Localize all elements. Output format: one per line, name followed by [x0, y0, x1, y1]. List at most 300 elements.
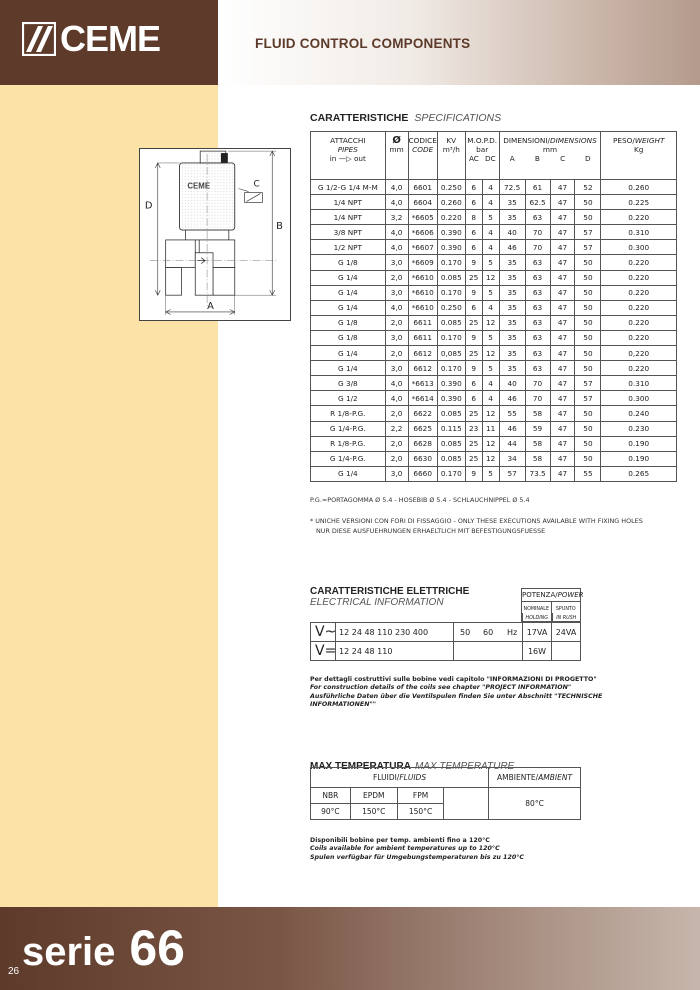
table-cell: 35 [499, 300, 525, 315]
logo-text: CEME [60, 18, 161, 59]
table-cell: 50 [575, 361, 601, 376]
table-cell: 3,0 [385, 255, 408, 270]
table-cell: 0.390 [437, 391, 465, 406]
logo-mark-icon [22, 22, 56, 56]
ac-frequency: 50 60 Hz [453, 623, 527, 642]
table-cell: 35 [499, 195, 525, 210]
table-cell: *6610 [408, 300, 437, 315]
electrical-table [310, 622, 581, 661]
table-cell: 1/2 NPT [311, 240, 386, 255]
table-cell: 47 [550, 361, 575, 376]
table-cell: 4 [482, 195, 499, 210]
table-row [311, 225, 677, 240]
table-cell: 40 [499, 376, 525, 391]
table-cell: 9 [465, 255, 482, 270]
table-cell: 70 [525, 240, 550, 255]
table-cell: 6660 [408, 466, 437, 481]
table-cell: 0.190 [601, 436, 677, 451]
portagomma-note: P.G.=PORTAGOMMA Ø 5.4 - HOSEBIB Ø 5.4 - SCHLAUCHNIPPEL Ø 5.4 [310, 496, 530, 504]
table-cell: G 3/8 [311, 376, 386, 391]
material-fpm: FPM [397, 788, 444, 804]
table-cell: 6601 [408, 180, 437, 195]
table-cell: 5 [482, 330, 499, 345]
table-cell: 6612 [408, 346, 437, 361]
ac-inrush-power: 24VA [551, 623, 580, 642]
table-cell: 0.220 [601, 270, 677, 285]
table-cell: G 1/4 [311, 346, 386, 361]
table-cell: 6611 [408, 315, 437, 330]
page-header-title: FLUID CONTROL COMPONENTS [255, 36, 471, 51]
table-cell: 47 [550, 406, 575, 421]
table-cell: 50 [575, 285, 601, 300]
table-cell: 0.170 [437, 466, 465, 481]
table-row [311, 270, 677, 285]
table-cell: 50 [575, 436, 601, 451]
table-row [311, 391, 677, 406]
table-cell: 0.170 [437, 330, 465, 345]
table-cell: 47 [550, 255, 575, 270]
header-dimensions: DIMENSIONI/DIMENSIONS mm A B C D [499, 132, 601, 180]
table-cell: 47 [550, 466, 575, 481]
table-cell: 63 [525, 270, 550, 285]
table-row [311, 210, 677, 225]
table-cell: 0.250 [437, 180, 465, 195]
table-cell: G 1/8 [311, 330, 386, 345]
table-cell: 63 [525, 300, 550, 315]
table-cell: 11 [482, 421, 499, 436]
table-cell: G 1/8 [311, 315, 386, 330]
ac-voltages: 12 24 48 110 230 400 [339, 628, 429, 637]
table-cell: *6605 [408, 210, 437, 225]
table-cell: 44 [499, 436, 525, 451]
table-cell: 9 [465, 466, 482, 481]
table-cell: G 1/2 [311, 391, 386, 406]
ceme-logo [22, 18, 161, 59]
table-cell: 5 [482, 255, 499, 270]
table-cell: 0,220 [601, 346, 677, 361]
table-cell: 5 [482, 285, 499, 300]
table-cell: 35 [499, 315, 525, 330]
table-cell: 47 [550, 330, 575, 345]
table-cell: R 1/8-P.G. [311, 436, 386, 451]
table-cell: 47 [550, 285, 575, 300]
table-cell: 70 [525, 376, 550, 391]
svg-text:C: C [253, 179, 260, 190]
header-pipes: ATTACCHI PIPES in —▷ out [311, 132, 386, 180]
header-mopd: M.O.P.D. bar AC DC [465, 132, 499, 180]
table-cell: 1/4 NPT [311, 195, 386, 210]
table-cell: 50 [575, 210, 601, 225]
table-cell: 25 [465, 436, 482, 451]
table-cell: G 1/4 [311, 270, 386, 285]
table-cell: 2,0 [385, 270, 408, 285]
table-cell: 58 [525, 406, 550, 421]
table-cell: 6630 [408, 451, 437, 466]
temp-epdm: 150°C [350, 804, 397, 820]
table-cell: 25 [465, 346, 482, 361]
table-cell: 35 [499, 285, 525, 300]
table-cell: 61 [525, 180, 550, 195]
page-number: 26 [8, 966, 20, 977]
table-cell: 6625 [408, 421, 437, 436]
table-cell: 6622 [408, 406, 437, 421]
table-cell: 47 [550, 225, 575, 240]
table-row [311, 451, 677, 466]
table-cell: 3,0 [385, 330, 408, 345]
table-cell: 0.260 [437, 195, 465, 210]
table-cell: 2,0 [385, 315, 408, 330]
table-cell: *6610 [408, 270, 437, 285]
table-cell: G 1/4 [311, 466, 386, 481]
table-cell: 46 [499, 421, 525, 436]
table-cell: 62.5 [525, 195, 550, 210]
table-row [311, 315, 677, 330]
table-cell: 0.085 [437, 436, 465, 451]
table-cell: 0.220 [601, 255, 677, 270]
table-cell: 52 [575, 180, 601, 195]
table-cell: G 1/8 [311, 255, 386, 270]
table-cell: 0.085 [437, 451, 465, 466]
table-cell: 0.220 [601, 300, 677, 315]
table-cell: 9 [465, 285, 482, 300]
table-row [311, 195, 677, 210]
dc-frequency-empty [453, 642, 522, 661]
dc-voltages: 12 24 48 110 [339, 647, 393, 656]
table-cell: 8 [465, 210, 482, 225]
table-cell: 40 [499, 225, 525, 240]
table-cell: 47 [550, 210, 575, 225]
svg-text:A: A [207, 301, 214, 313]
table-cell: 2,0 [385, 451, 408, 466]
table-cell: 0.300 [601, 391, 677, 406]
table-cell: 12 [482, 451, 499, 466]
table-cell: 4 [482, 391, 499, 406]
table-cell: 73.5 [525, 466, 550, 481]
table-cell: 0.220 [601, 315, 677, 330]
table-cell: 9 [465, 330, 482, 345]
table-cell: 5 [482, 210, 499, 225]
table-row [311, 300, 677, 315]
table-cell: 4 [482, 180, 499, 195]
table-cell: 35 [499, 255, 525, 270]
table-cell: 6604 [408, 195, 437, 210]
table-cell: 0.300 [601, 240, 677, 255]
material-nbr: NBR [311, 788, 351, 804]
table-cell: 4,0 [385, 225, 408, 240]
table-cell: 12 [482, 270, 499, 285]
table-row [311, 466, 677, 481]
ambient-coils-note: Disponibili bobine per temp. ambienti fino a 120°C Coils available for ambient temperatures up to 120°C Spulen verfügbar für Umgebungstemperaturen bis zu 120°C [310, 837, 524, 861]
table-cell: 4 [482, 225, 499, 240]
table-cell: 0.220 [601, 285, 677, 300]
table-cell: 6 [465, 180, 482, 195]
specifications-title-en: SPECIFICATIONS [414, 112, 502, 124]
table-cell: 70 [525, 225, 550, 240]
table-cell: 0.170 [437, 361, 465, 376]
table-cell: G 1/4-P.G. [311, 421, 386, 436]
table-cell: 47 [550, 436, 575, 451]
table-cell: 72.5 [499, 180, 525, 195]
table-cell: 25 [465, 315, 482, 330]
temp-nbr: 90°C [311, 804, 351, 820]
svg-text:CEME: CEME [187, 181, 211, 191]
table-cell: 50 [575, 346, 601, 361]
ambient-header: AMBIENTE/AMBIENT [489, 768, 581, 788]
ac-symbol: V~ [315, 624, 337, 640]
table-cell: 57 [575, 376, 601, 391]
table-row [311, 406, 677, 421]
table-cell: 2,0 [385, 406, 408, 421]
table-cell: 35 [499, 330, 525, 345]
table-cell: G 1/4 [311, 300, 386, 315]
table-cell: 57 [499, 466, 525, 481]
table-cell: 63 [525, 255, 550, 270]
table-cell: 50 [575, 195, 601, 210]
table-cell: 0.225 [601, 195, 677, 210]
table-cell: 0.220 [601, 361, 677, 376]
table-cell: 0.220 [437, 210, 465, 225]
table-cell: 0.260 [601, 180, 677, 195]
ambient-value: 80°C [489, 788, 581, 820]
table-cell: R 1/8-P.G. [311, 406, 386, 421]
table-cell: 6611 [408, 330, 437, 345]
temperature-title-it: MAX TEMPERATURA [310, 761, 411, 772]
table-cell: 50 [575, 406, 601, 421]
table-cell: G 1/4-P.G. [311, 451, 386, 466]
inrush-label: SPUNTO IN RUSH [551, 602, 581, 621]
table-cell: 12 [482, 346, 499, 361]
table-cell: 6 [465, 391, 482, 406]
ac-voltage-row [311, 623, 580, 642]
table-cell: 1/4 NPT [311, 210, 386, 225]
table-cell: 0.250 [437, 300, 465, 315]
table-cell: 0.170 [437, 285, 465, 300]
table-cell: 6 [465, 195, 482, 210]
table-cell: 58 [525, 436, 550, 451]
fluids-header: FLUIDI/FLUIDS [311, 768, 489, 788]
dc-holding-power: 16W [522, 642, 551, 661]
table-header-row [311, 132, 677, 180]
table-cell: 70 [525, 391, 550, 406]
table-cell: 0.390 [437, 376, 465, 391]
table-cell: 63 [525, 361, 550, 376]
table-cell: 2,0 [385, 436, 408, 451]
table-cell: 63 [525, 346, 550, 361]
table-cell: 4,0 [385, 195, 408, 210]
table-cell: 6628 [408, 436, 437, 451]
table-cell: 4,0 [385, 240, 408, 255]
table-row [311, 285, 677, 300]
dc-inrush-empty [551, 642, 580, 661]
table-cell: 63 [525, 210, 550, 225]
table-cell: 4,0 [385, 300, 408, 315]
table-cell: 47 [550, 270, 575, 285]
table-cell: 12 [482, 406, 499, 421]
svg-text:B: B [276, 221, 283, 233]
table-cell: G 1/2-G 1/4 M-M [311, 180, 386, 195]
table-row [311, 180, 677, 195]
header-weight: PESO/WEIGHT Kg [601, 132, 677, 180]
table-cell: 4,0 [385, 376, 408, 391]
material-epdm: EPDM [350, 788, 397, 804]
table-cell: 47 [550, 421, 575, 436]
table-cell: 25 [465, 406, 482, 421]
table-cell: 12 [482, 315, 499, 330]
table-row [311, 330, 677, 345]
table-cell: 4,0 [385, 391, 408, 406]
table-cell: 0.170 [437, 255, 465, 270]
table-cell: 0.190 [601, 451, 677, 466]
table-cell: 35 [499, 361, 525, 376]
table-cell: 50 [575, 300, 601, 315]
table-cell: 47 [550, 346, 575, 361]
table-cell: 0,085 [437, 346, 465, 361]
svg-text:D: D [144, 200, 153, 212]
table-cell: 6 [465, 225, 482, 240]
fixing-holes-note: * UNICHE VERSIONI CON FORI DI FISSAGGIO - ONLY THESE EXECUTIONS AVAILABLE WITH FIXING HOLES NUR DIESE AUSFUEHRUNGEN ERHAELTLICH MIT BEFESTIGUNGSFUESSE [310, 517, 643, 535]
table-cell: 0.220 [601, 210, 677, 225]
table-cell: 6 [465, 240, 482, 255]
table-cell: 3,2 [385, 210, 408, 225]
table-cell: G 1/4 [311, 361, 386, 376]
table-row [311, 436, 677, 451]
table-cell: 6 [465, 300, 482, 315]
table-cell: 6612 [408, 361, 437, 376]
table-cell: 0.115 [437, 421, 465, 436]
table-cell: 35 [499, 346, 525, 361]
table-cell: 47 [550, 240, 575, 255]
table-cell: 63 [525, 285, 550, 300]
table-cell: 47 [550, 376, 575, 391]
table-cell: 55 [499, 406, 525, 421]
table-cell: 23 [465, 421, 482, 436]
table-cell: 4 [482, 240, 499, 255]
table-cell: 3,0 [385, 285, 408, 300]
table-cell: 0.265 [601, 466, 677, 481]
table-cell: 25 [465, 270, 482, 285]
table-cell: 34 [499, 451, 525, 466]
header-diameter: Ø mm [385, 132, 408, 180]
table-cell: *6606 [408, 225, 437, 240]
specifications-table [310, 131, 677, 482]
table-cell: 0.085 [437, 270, 465, 285]
table-row [311, 240, 677, 255]
coil-details-note: Per dettagli costruttivi sulle bobine vedi capitolo "INFORMAZIONI DI PROGETTO" For construction details of the coils see chapter "PROJECT INFORMATION" Ausführliche Daten über die Ventilspulen finden Sie unter Abschnitt "TECHNISCHE INFORMATIONEN"" [310, 676, 603, 709]
table-cell: 50 [575, 330, 601, 345]
table-cell: 3,0 [385, 466, 408, 481]
table-cell: 57 [575, 391, 601, 406]
table-row [311, 421, 677, 436]
temp-fpm: 150°C [397, 804, 444, 820]
table-cell: 47 [550, 315, 575, 330]
specifications-title [310, 112, 501, 124]
ac-holding-power: 17VA [522, 623, 551, 642]
header-code: CODICE CODE [408, 132, 437, 180]
table-cell: 47 [550, 451, 575, 466]
table-cell: 46 [499, 240, 525, 255]
table-cell: 35 [499, 210, 525, 225]
table-cell: 5 [482, 361, 499, 376]
dc-symbol: V= [315, 643, 337, 659]
table-row [311, 346, 677, 361]
temperature-title-en: MAX TEMPERATURE [414, 761, 515, 772]
table-cell: 55 [575, 466, 601, 481]
table-cell: 3/8 NPT [311, 225, 386, 240]
table-cell: 58 [525, 451, 550, 466]
table-cell: 63 [525, 330, 550, 345]
table-cell: 50 [575, 315, 601, 330]
table-cell: 47 [550, 180, 575, 195]
table-cell: 50 [575, 451, 601, 466]
table-cell: 35 [499, 270, 525, 285]
temperature-table [310, 767, 581, 820]
table-cell: *6614 [408, 391, 437, 406]
series-title: serie 66 [22, 920, 185, 976]
header-kv: KV m³/h [437, 132, 465, 180]
table-cell: 0.240 [601, 406, 677, 421]
table-row [311, 255, 677, 270]
table-cell: 5 [482, 466, 499, 481]
table-cell: 0.390 [437, 240, 465, 255]
table-cell: 46 [499, 391, 525, 406]
table-cell: 4,0 [385, 180, 408, 195]
table-cell: 0.085 [437, 315, 465, 330]
specifications-title-it: CARATTERISTICHE [310, 112, 409, 124]
table-cell: 0.310 [601, 376, 677, 391]
table-cell: 63 [525, 315, 550, 330]
dc-voltage-row [311, 642, 580, 661]
table-cell: 50 [575, 421, 601, 436]
holding-label: NOMINALE HOLDING [523, 607, 549, 621]
table-cell: 2,2 [385, 421, 408, 436]
material-empty [444, 788, 489, 820]
table-cell: 4 [482, 376, 499, 391]
table-cell: 9 [465, 361, 482, 376]
table-cell: 0.220 [601, 330, 677, 345]
valve-dimension-drawing [139, 148, 291, 321]
table-cell: 25 [465, 451, 482, 466]
table-row [311, 376, 677, 391]
table-cell: 0.310 [601, 225, 677, 240]
table-cell: 12 [482, 436, 499, 451]
table-cell: 6 [465, 376, 482, 391]
electrical-title-en: ELECTRICAL INFORMATION [310, 597, 444, 608]
table-cell: 57 [575, 225, 601, 240]
electrical-title [310, 586, 469, 608]
table-cell: *6607 [408, 240, 437, 255]
table-cell: 57 [575, 240, 601, 255]
electrical-title-it: CARATTERISTICHE ELETTRICHE [310, 586, 470, 597]
table-cell: 0.085 [437, 406, 465, 421]
table-cell: 2,0 [385, 346, 408, 361]
table-cell: 0.230 [601, 421, 677, 436]
table-cell: *6609 [408, 255, 437, 270]
table-cell: 47 [550, 391, 575, 406]
table-cell: 4 [482, 300, 499, 315]
table-cell: 50 [575, 255, 601, 270]
table-cell: 47 [550, 300, 575, 315]
table-cell: 3,0 [385, 361, 408, 376]
table-row [311, 361, 677, 376]
table-cell: 0.390 [437, 225, 465, 240]
table-cell: 59 [525, 421, 550, 436]
table-cell: *6613 [408, 376, 437, 391]
table-cell: 47 [550, 195, 575, 210]
table-cell: G 1/4 [311, 285, 386, 300]
table-cell: 50 [575, 270, 601, 285]
power-header: POTENZA/POWER NOMINALE HOLDING SPUNTO IN RUSH [521, 588, 581, 622]
table-cell: *6610 [408, 285, 437, 300]
